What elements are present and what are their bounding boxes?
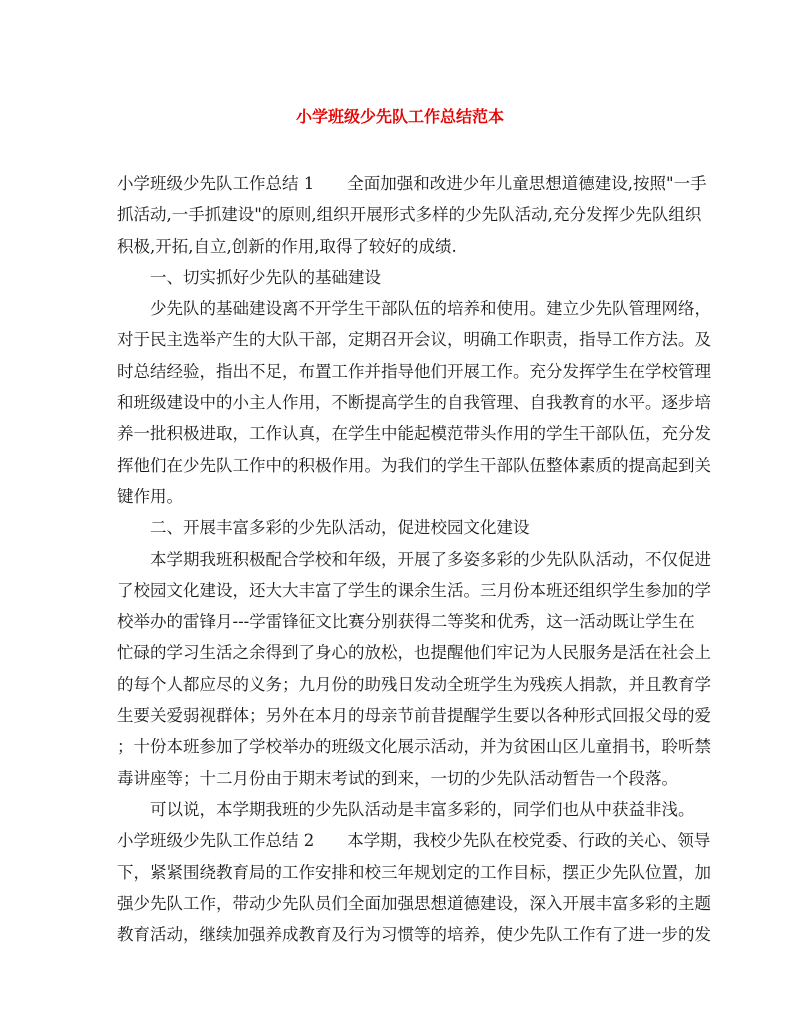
text-line: 挥他们在少先队工作中的积极作用。为我们的学生干部队伍整体素质的提高起到关 [117,455,711,475]
text-line: 忙碌的学习生活之余得到了身心的放松，也提醒他们牢记为人民服务是活在社会上 [117,643,711,663]
text-line: 一、切实抓好少先队的基础建设 [150,267,381,287]
text-line: 二、开展丰富多彩的少先队活动，促进校园文化建设 [150,518,530,538]
text-line: 了校园文化建设，还大大丰富了学生的课余生活。三月份本班还组织学生参加的学 [117,580,711,600]
text-line: 校举办的雷锋月---学雷锋征文比赛分别获得二等奖和优秀，这一活动既让学生在 [117,612,695,632]
text-line: 对于民主选举产生的大队干部，定期召开会议，明确工作职责，指导工作方法。及 [117,330,711,350]
document-title: 小学班级少先队工作总结范本 [295,107,504,126]
text-line: 养一批积极进取，工作认真，在学生中能起模范带头作用的学生干部队伍，充分发 [117,424,711,444]
text-line: 小学班级少先队工作总结 1 全面加强和改进少年儿童思想道德建设,按照"一手 [117,174,707,193]
document-body [117,168,711,950]
text-line: 可以说，本学期我班的少先队活动是丰富多彩的，同学们也从中获益非浅。 [150,799,695,819]
text-line: ；十份本班参加了学校举办的班级文化展示活动，并为贫困山区儿童捐书，聆听禁 [117,737,711,757]
text-line: 教育活动，继续加强养成教育及行为习惯等的培养，使少先队工作有了进一步的发 [117,925,711,945]
text-line: 少先队的基础建设离不开学生干部队伍的培养和使用。建立少先队管理网络， [150,299,711,319]
text-line: 毒讲座等；十二月份由于期末考试的到来，一切的少先队活动暂告一个段落。 [117,768,678,788]
text-line: 积极,开拓,自立,创新的作用,取得了较好的成绩. [117,236,457,256]
text-line: 生要关爱弱视群体；另外在本月的母亲节前昔提醒学生要以各种形式回报父母的爱 [117,706,711,726]
text-line: 的每个人都应尽的义务；九月份的助残日发动全班学生为残疾人捐款，并且教育学 [117,674,711,694]
text-line: 键作用。 [117,486,183,506]
text-line: 抓活动,一手抓建设"的原则,组织开展形式多样的少先队活动,充分发挥少先队组织 [117,205,702,225]
text-line: 时总结经验，指出不足，布置工作并指导他们开展工作。充分发挥学生在学校管理 [117,361,711,381]
text-line: 和班级建设中的小主人作用，不断提高学生的自我管理、自我教育的水平。逐步培 [117,393,711,413]
text-line: 小学班级少先队工作总结 2 本学期，我校少先队在校党委、行政的关心、领导 [117,831,711,851]
text-line: 下，紧紧围绕教育局的工作安排和校三年规划定的工作目标，摆正少先队位置，加 [117,862,711,882]
text-line: 本学期我班积极配合学校和年级，开展了多姿多彩的少先队队活动，不仅促进 [150,549,711,569]
text-line: 强少先队工作，带动少先队员们全面加强思想道德建设，深入开展丰富多彩的主题 [117,893,711,913]
